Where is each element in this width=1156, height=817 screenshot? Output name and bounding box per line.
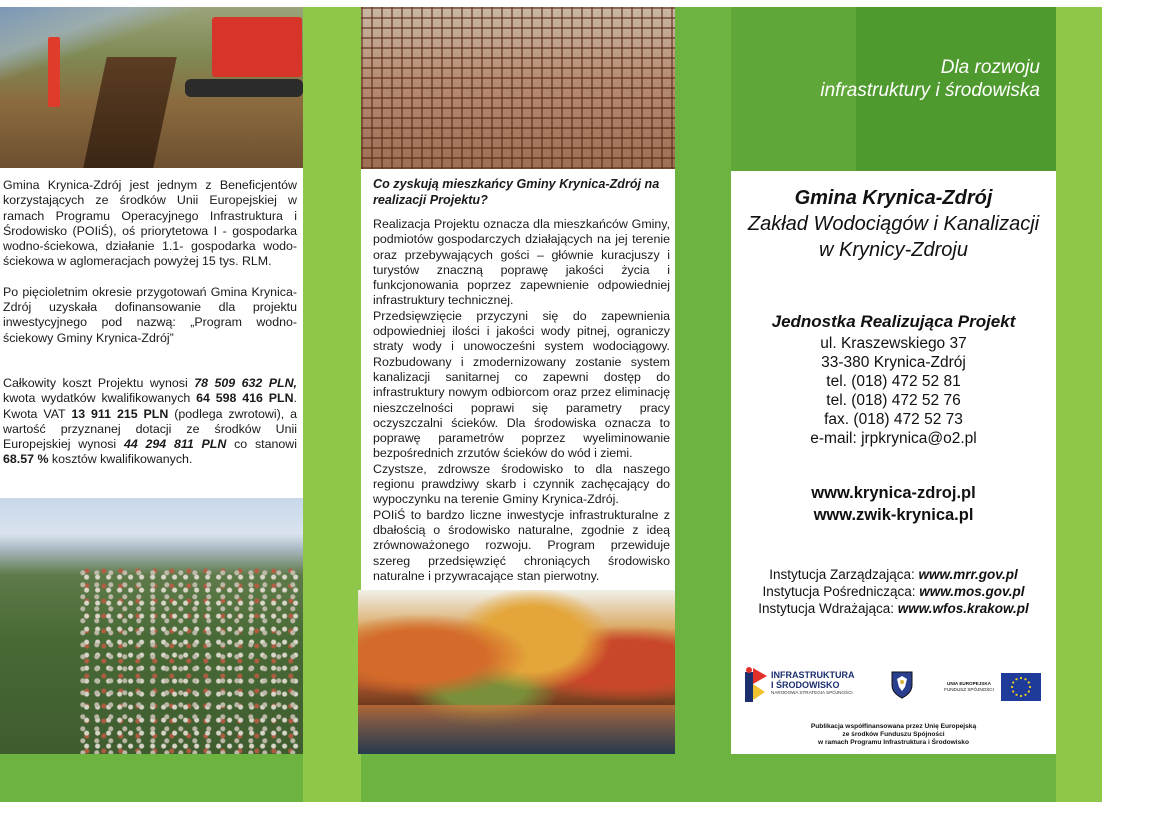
unit-title: Jednostka Realizująca Projekt: [771, 312, 1016, 331]
institutions-block: [731, 566, 1056, 617]
slogan: [740, 56, 1040, 102]
website-links: [731, 482, 1056, 526]
organization-title: [731, 185, 1056, 263]
eu-grant-value: 44 294 811 PLN: [123, 437, 227, 452]
address-street: ul. Kraszewskiego 37: [820, 335, 967, 352]
left-text-block: [3, 178, 297, 468]
construction-rebar-photo: [361, 7, 675, 169]
org-name-line-1: Gmina Krynica-Zdrój: [794, 187, 993, 209]
address-city: 33-380 Krynica-Zdrój: [821, 354, 966, 371]
website-link-zwik[interactable]: www.zwik-krynica.pl: [813, 506, 974, 524]
eu-cohesion-fund-logo: [940, 672, 1042, 702]
logo-eu-line-2: FUNDUSZ SPÓJNOŚCI: [944, 686, 994, 692]
excavator-cab: [212, 17, 302, 77]
phone-1: tel. (018) 472 52 81: [826, 373, 961, 390]
total-cost-value: 78 509 632 PLN,: [194, 375, 297, 390]
cost-paragraph: Całkowity koszt Projektu wynosi 78 509 632 PLN, kwota wydatków kwalifikowanych 64 598 416 PLN. Kwota VAT 13 911 215 PLN (podlega zwrotowi), a wartość przyznanej dotacji ze środków Unii Europejskiej wynosi 44 294 811 PLN co stanowi 68.57 % kosztów kwalifikowanych.: [3, 375, 297, 467]
beneficiary-paragraph: Gmina Krynica-Zdrój jest jednym z Beneficjentów korzystających ze środków Unii Europejskiej w ramach Programu Operacyjnego Infrastruktura i Środowisko (POIiŚ), oś priorytetowa I - gospodarka wodno-ściekowa, działanie 1.1- gospodarka wodo-ściekowa w aglomeracjach powyżej 15 tys. RLM.: [3, 178, 297, 269]
bottom-band-accent-left: [303, 754, 361, 802]
contact-block: [731, 310, 1056, 448]
slogan-line-1: Dla rozwoju: [940, 57, 1040, 78]
bottom-band: [0, 754, 1102, 802]
funding-paragraph: Po pięcioletnim okresie przygotowań Gmina Krynica-Zdrój uzyskała dofinansowanie dla projektu inwestycyjnego pod nazwą: „Program wodno-ściekowy Gminy Krynica-Zdrój”: [3, 284, 297, 345]
logo-is-subtitle: NARODOWA STRATEGIA SPÓJNOŚCI: [771, 690, 853, 695]
right-gutter-band: [1056, 7, 1102, 802]
logo-is-line-1: INFRASTRUKTURA: [771, 670, 855, 680]
town-aerial-photo: [0, 498, 303, 754]
infrastruktura-srodowisko-logo: [745, 666, 865, 706]
institution-implementing-url[interactable]: www.wfos.krakow.pl: [897, 601, 1029, 616]
grant-percent-value: 68.57 %: [3, 452, 49, 467]
website-link-krynica[interactable]: www.krynica-zdroj.pl: [811, 484, 976, 502]
vat-value: 13 911 215 PLN: [71, 406, 169, 421]
eu-flag-icon: [1001, 673, 1041, 701]
excavation-photo: [0, 7, 303, 168]
email-address: e-mail: jrpkrynica@o2.pl: [810, 430, 977, 447]
institution-intermediate-url[interactable]: www.mos.gov.pl: [919, 584, 1025, 599]
autumn-lake-photo: [358, 590, 675, 754]
infrastruktura-logo-icon: [745, 666, 769, 704]
institution-managing-url[interactable]: www.mrr.gov.pl: [918, 567, 1018, 582]
excavator-track: [185, 79, 303, 97]
trench-shape: [83, 57, 177, 168]
coat-of-arms-icon: [891, 671, 913, 699]
left-gutter-band: [303, 7, 361, 802]
footnote-line-2: ze środków Funduszu Spójności: [842, 731, 945, 739]
benefits-paragraph-2: Przedsięwzięcie przyczyni się do zapewnienia odpowiedniej ilości i jakości wody pitnej, ograniczy straty wody i unowocześni system wodociągowy. Rozbudowany i zmodernizowany zostanie system kanalizacji sanitarnej co zapewni dostęp do infrastruktury nowym odbiorcom oraz przez eliminację nieszczelności poprawi się parametry pracy oczyszczalni ścieków. Dla środowiska oznacza to poprawę parametrów poprzez wyeliminowanie bezpośrednich zrzutów ścieków do wód i ziemi.: [373, 308, 670, 461]
benefits-paragraph-1: Realizacja Projektu oznacza dla mieszkańców Gminy, podmiotów gospodarczych działających na jej terenie oraz przebywających gości – głównie kuracjuszy i turystów znaczną poprawę jakości życia i funkcjonowania poprzez zapewnienie odpowiedniej infrastruktury technicznej.: [373, 217, 670, 308]
town-buildings: [80, 568, 300, 754]
benefits-paragraph-4: POIiŚ to bardzo liczne inwestycje infrastrukturalne z dbałością o środowisko naturalne, zgodnie z ideą zrównoważonego rozwoju. Program przewiduje szereg przedsięwzięć chroniących środowisko naturalne i przywracające stan pierwotny.: [373, 507, 670, 583]
middle-text-block: [373, 176, 670, 584]
benefits-question-heading: Co zyskują mieszkańcy Gminy Krynica-Zdrój na realizacji Projektu?: [373, 177, 660, 207]
lake-reflection: [358, 705, 675, 754]
logo-is-line-2: I ŚRODOWISKO: [771, 680, 840, 690]
worker-figure: [48, 37, 60, 107]
org-name-line-2: Zakład Wodociągów i Kanalizacji: [747, 213, 1040, 235]
slogan-line-2: infrastruktury i środowiska: [820, 80, 1040, 101]
footnote-line-1: Publikacja współfinansowana przez Unię Europejską: [810, 723, 977, 730]
institution-implementing: Instytucja Wdrażająca: www.wfos.krakow.pl: [758, 601, 1029, 616]
institution-intermediate: Instytucja Pośrednicząca: www.mos.gov.pl: [762, 584, 1025, 599]
middle-gutter-band: [675, 7, 731, 802]
org-name-line-3: w Krynicy-Zdroju: [819, 239, 968, 261]
phone-2: tel. (018) 472 52 76: [826, 392, 961, 409]
footnote-line-3: w ramach Programu Infrastruktura i Środowisko: [818, 739, 969, 747]
fax-number: fax. (018) 472 52 73: [824, 411, 963, 428]
logo-eu-line-1: UNIA EUROPEJSKA: [947, 681, 991, 686]
cofinancing-footnote: [731, 723, 1056, 748]
coat-of-arms-logo: [891, 671, 913, 699]
benefits-paragraph-3: Czystsze, zdrowsze środowisko to dla naszego regionu prawdziwy skarb i czynnik zachęcający do wypoczynku na terenie Gminy Krynica-Zdrój.: [373, 461, 670, 507]
eligible-cost-value: 64 598 416 PLN: [196, 391, 294, 406]
institution-managing: Instytucja Zarządzająca: www.mrr.gov.pl: [769, 567, 1018, 582]
bottom-band-accent-right: [1056, 754, 1102, 802]
